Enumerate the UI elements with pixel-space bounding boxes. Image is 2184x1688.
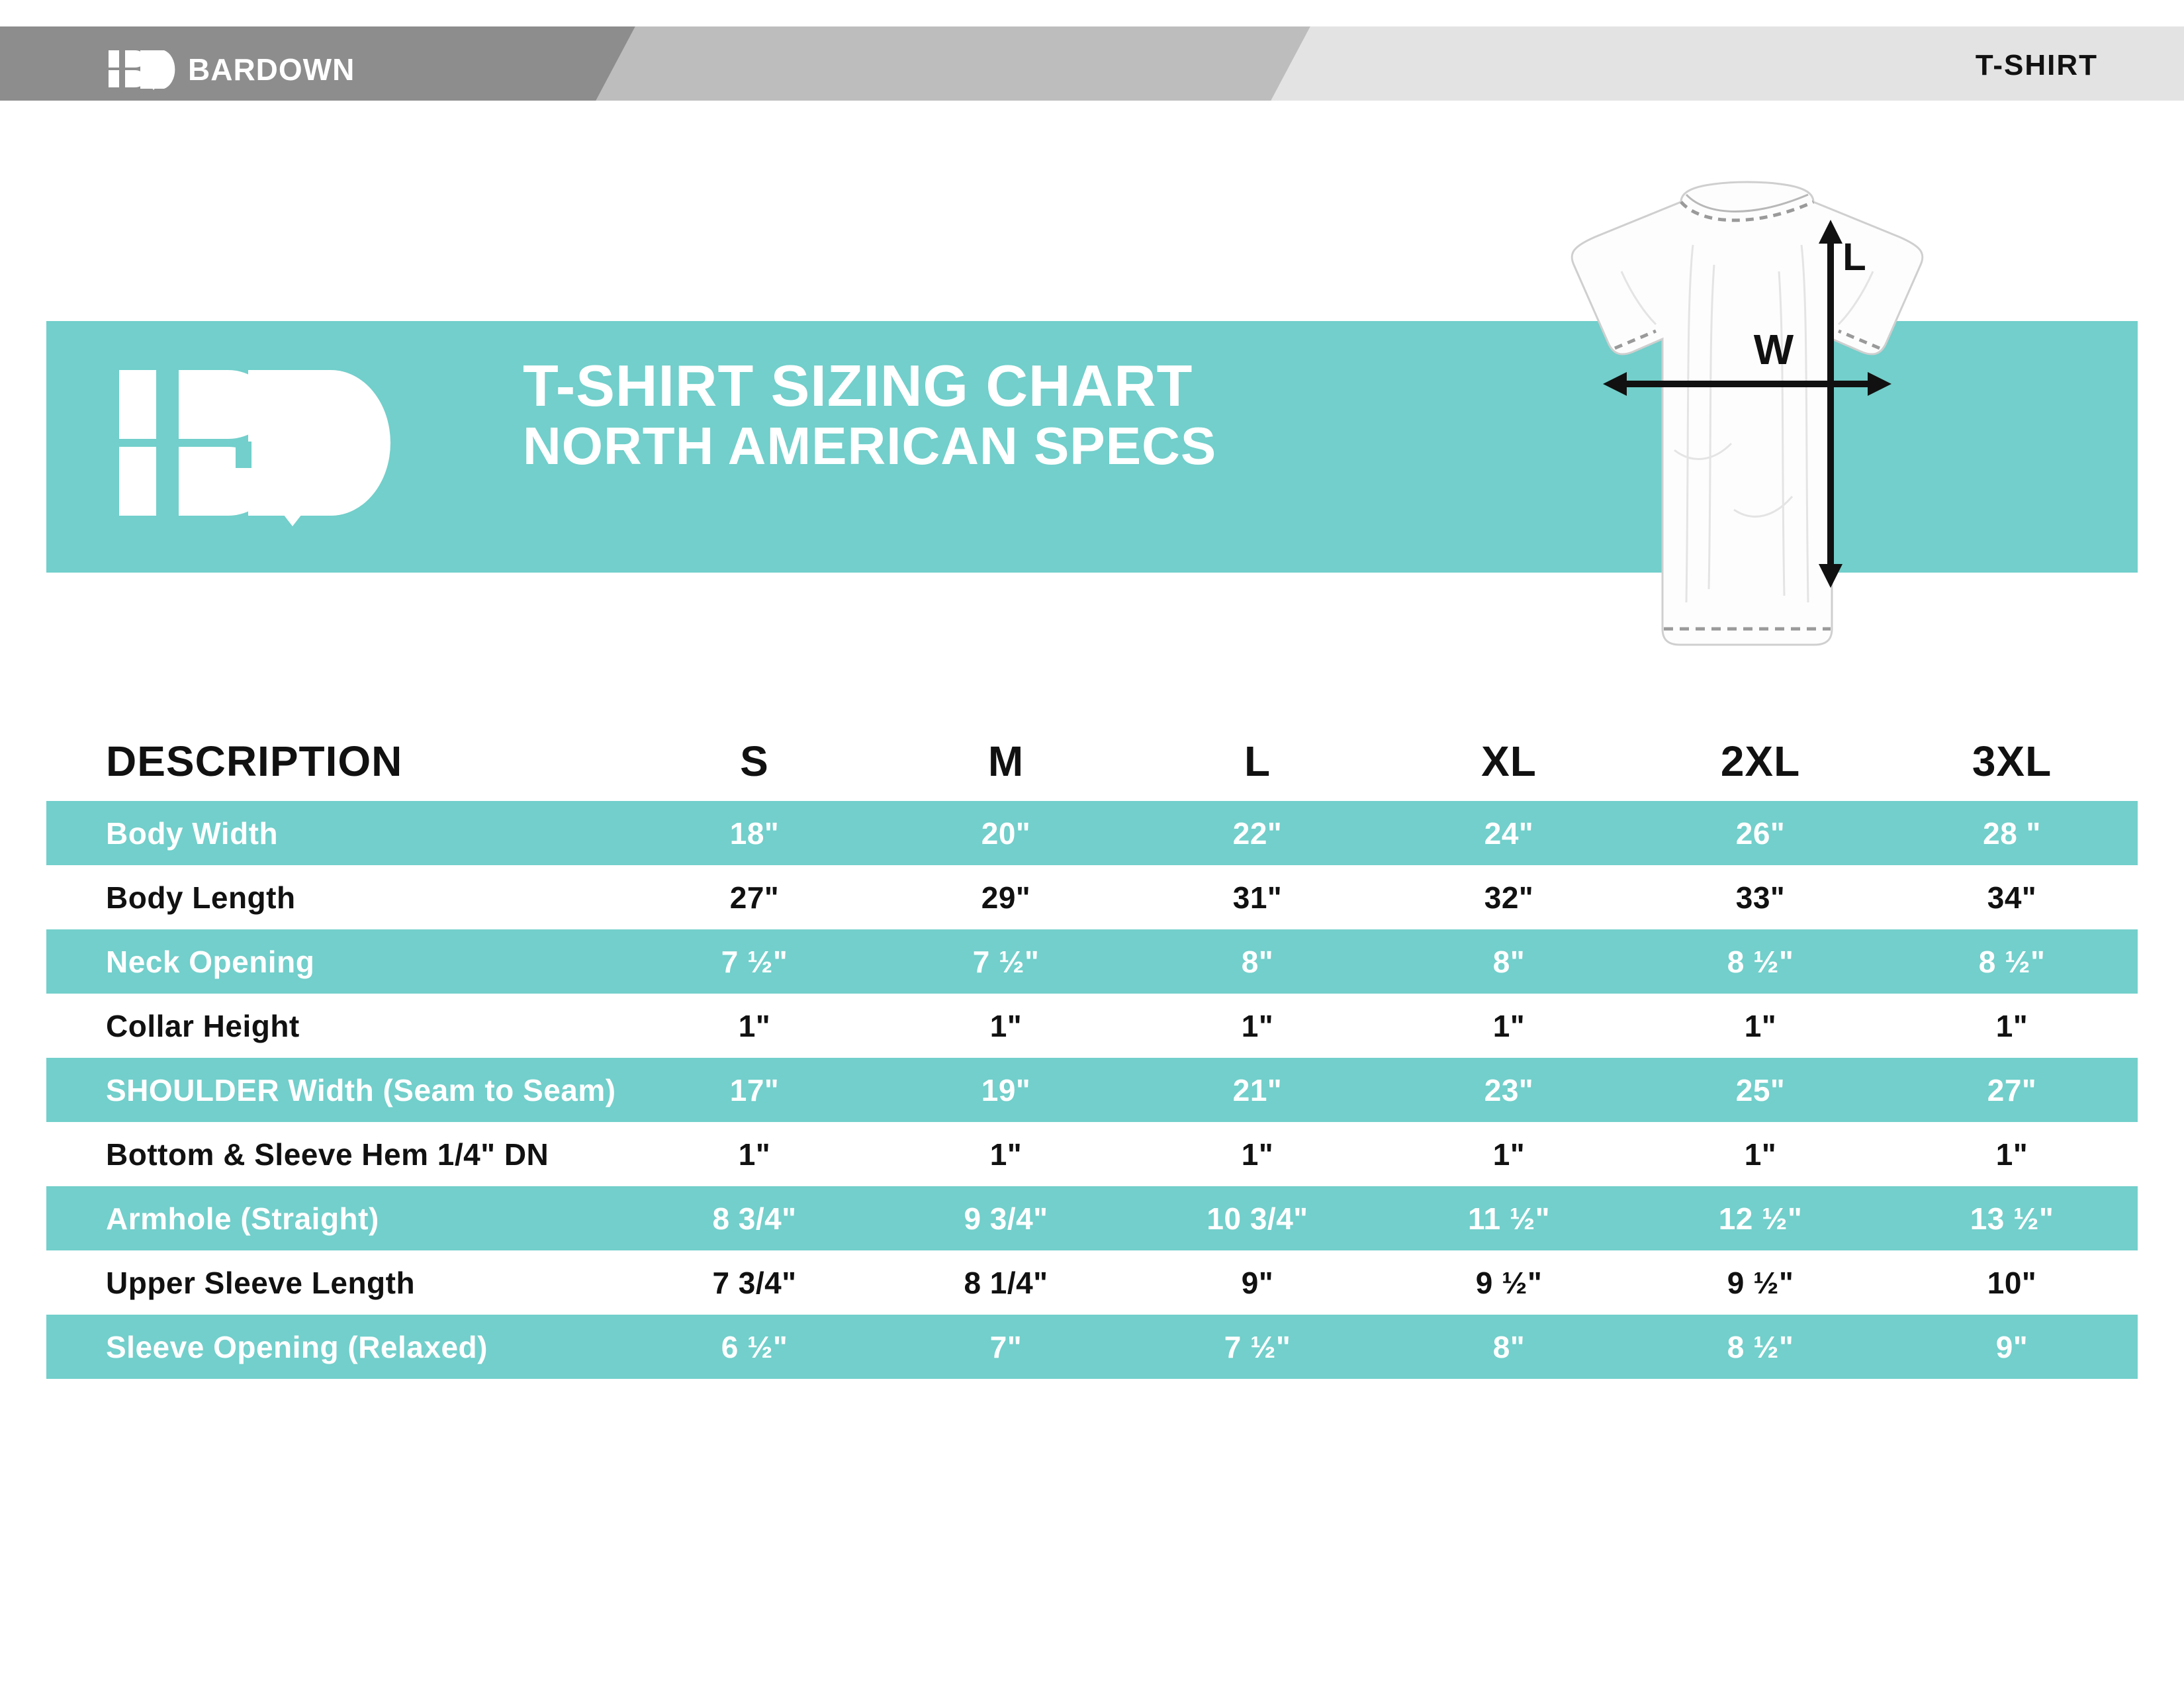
cell-2xl: 12 ½"	[1718, 1201, 1803, 1236]
column-header-s: S	[740, 737, 769, 785]
table-row	[46, 1122, 2138, 1186]
row-label: Armhole (Straight)	[106, 1201, 379, 1236]
banner-subtitle: NORTH AMERICAN SPECS	[523, 416, 1217, 476]
cell-l: 1"	[1241, 1008, 1274, 1043]
bardown-logo-large-icon	[113, 362, 443, 528]
cell-s: 1"	[738, 1137, 771, 1172]
cell-l: 1"	[1241, 1137, 1274, 1172]
table-row	[46, 929, 2138, 994]
row-label: Upper Sleeve Length	[106, 1265, 416, 1300]
cell-3xl: 8 ½"	[1978, 944, 2046, 979]
cell-l: 10 3/4"	[1206, 1201, 1308, 1236]
cell-xl: 1"	[1492, 1008, 1525, 1043]
cell-m: 8 1/4"	[964, 1265, 1048, 1300]
row-label: Body Length	[106, 880, 296, 915]
cell-2xl: 1"	[1744, 1137, 1777, 1172]
cell-xl: 8"	[1492, 1329, 1525, 1364]
cell-3xl: 1"	[1995, 1008, 2028, 1043]
cell-s: 7 ½"	[721, 944, 788, 979]
row-label: Body Width	[106, 816, 279, 851]
column-header-xl: XL	[1481, 737, 1537, 785]
cell-3xl: 9"	[1995, 1329, 2028, 1364]
cell-3xl: 27"	[1987, 1072, 2037, 1107]
table-row	[46, 801, 2138, 865]
column-header-description: DESCRIPTION	[106, 737, 403, 785]
cell-s: 18"	[729, 816, 780, 851]
cell-l: 8"	[1241, 944, 1274, 979]
cell-s: 7 3/4"	[712, 1265, 797, 1300]
table-row	[46, 994, 2138, 1058]
cell-xl: 9 ½"	[1475, 1265, 1543, 1300]
table-header-row	[46, 722, 2138, 801]
row-label: Bottom & Sleeve Hem 1/4" DN	[106, 1137, 549, 1172]
cell-m: 19"	[981, 1072, 1031, 1107]
cell-s: 1"	[738, 1008, 771, 1043]
header-product-label: T-SHIRT	[1975, 49, 2098, 81]
brand-name: BARDOWN	[188, 52, 355, 87]
tshirt-illustration	[1516, 165, 1979, 695]
cell-xl: 32"	[1484, 880, 1534, 915]
cell-m: 9 3/4"	[964, 1201, 1048, 1236]
cell-2xl: 8 ½"	[1727, 1329, 1794, 1364]
cell-l: 22"	[1232, 816, 1283, 851]
column-header-m: M	[987, 737, 1024, 785]
cell-m: 1"	[989, 1008, 1023, 1043]
cell-2xl: 33"	[1735, 880, 1786, 915]
cell-l: 31"	[1232, 880, 1283, 915]
cell-2xl: 25"	[1735, 1072, 1786, 1107]
cell-l: 21"	[1232, 1072, 1283, 1107]
table-row	[46, 1186, 2138, 1250]
table-row	[46, 1250, 2138, 1315]
banner-title: T-SHIRT SIZING CHART	[523, 353, 1193, 418]
cell-2xl: 1"	[1744, 1008, 1777, 1043]
table-row	[46, 865, 2138, 929]
cell-xl: 11 ½"	[1467, 1201, 1551, 1236]
cell-s: 27"	[729, 880, 780, 915]
column-header-3xl: 3XL	[1972, 737, 2052, 785]
cell-3xl: 13 ½"	[1970, 1201, 2054, 1236]
column-header-l: L	[1244, 737, 1271, 785]
table-row	[46, 1058, 2138, 1122]
cell-m: 29"	[981, 880, 1031, 915]
tshirt-outline-icon	[1516, 165, 1979, 695]
length-label: L	[1843, 236, 1866, 279]
cell-xl: 24"	[1484, 816, 1534, 851]
cell-m: 20"	[981, 816, 1031, 851]
cell-2xl: 9 ½"	[1727, 1265, 1794, 1300]
table-row	[46, 1315, 2138, 1379]
cell-xl: 8"	[1492, 944, 1525, 979]
width-label: W	[1753, 326, 1794, 373]
cell-3xl: 28 "	[1983, 816, 2041, 851]
sizing-chart-table	[46, 722, 2138, 1379]
row-label: Neck Opening	[106, 944, 315, 979]
cell-m: 1"	[989, 1137, 1023, 1172]
cell-xl: 23"	[1484, 1072, 1534, 1107]
row-label: Sleeve Opening (Relaxed)	[106, 1329, 488, 1364]
cell-s: 6 ½"	[721, 1329, 788, 1364]
top-header-bar	[0, 0, 2184, 126]
cell-2xl: 26"	[1735, 816, 1786, 851]
cell-l: 7 ½"	[1224, 1329, 1291, 1364]
cell-m: 7"	[989, 1329, 1023, 1364]
cell-3xl: 1"	[1995, 1137, 2028, 1172]
cell-xl: 1"	[1492, 1137, 1525, 1172]
header-stripe-mid	[563, 26, 1310, 101]
brand-lockup	[106, 48, 355, 91]
banner-text-group	[523, 354, 1216, 475]
cell-2xl: 8 ½"	[1727, 944, 1794, 979]
bardown-logo-icon	[106, 48, 179, 91]
cell-m: 7 ½"	[972, 944, 1040, 979]
row-label: Collar Height	[106, 1008, 300, 1043]
column-header-2xl: 2XL	[1720, 737, 1801, 785]
cell-l: 9"	[1241, 1265, 1274, 1300]
cell-s: 8 3/4"	[712, 1201, 797, 1236]
cell-3xl: 10"	[1987, 1265, 2037, 1300]
cell-s: 17"	[729, 1072, 780, 1107]
row-label: SHOULDER Width (Seam to Seam)	[106, 1072, 616, 1107]
cell-3xl: 34"	[1987, 880, 2037, 915]
